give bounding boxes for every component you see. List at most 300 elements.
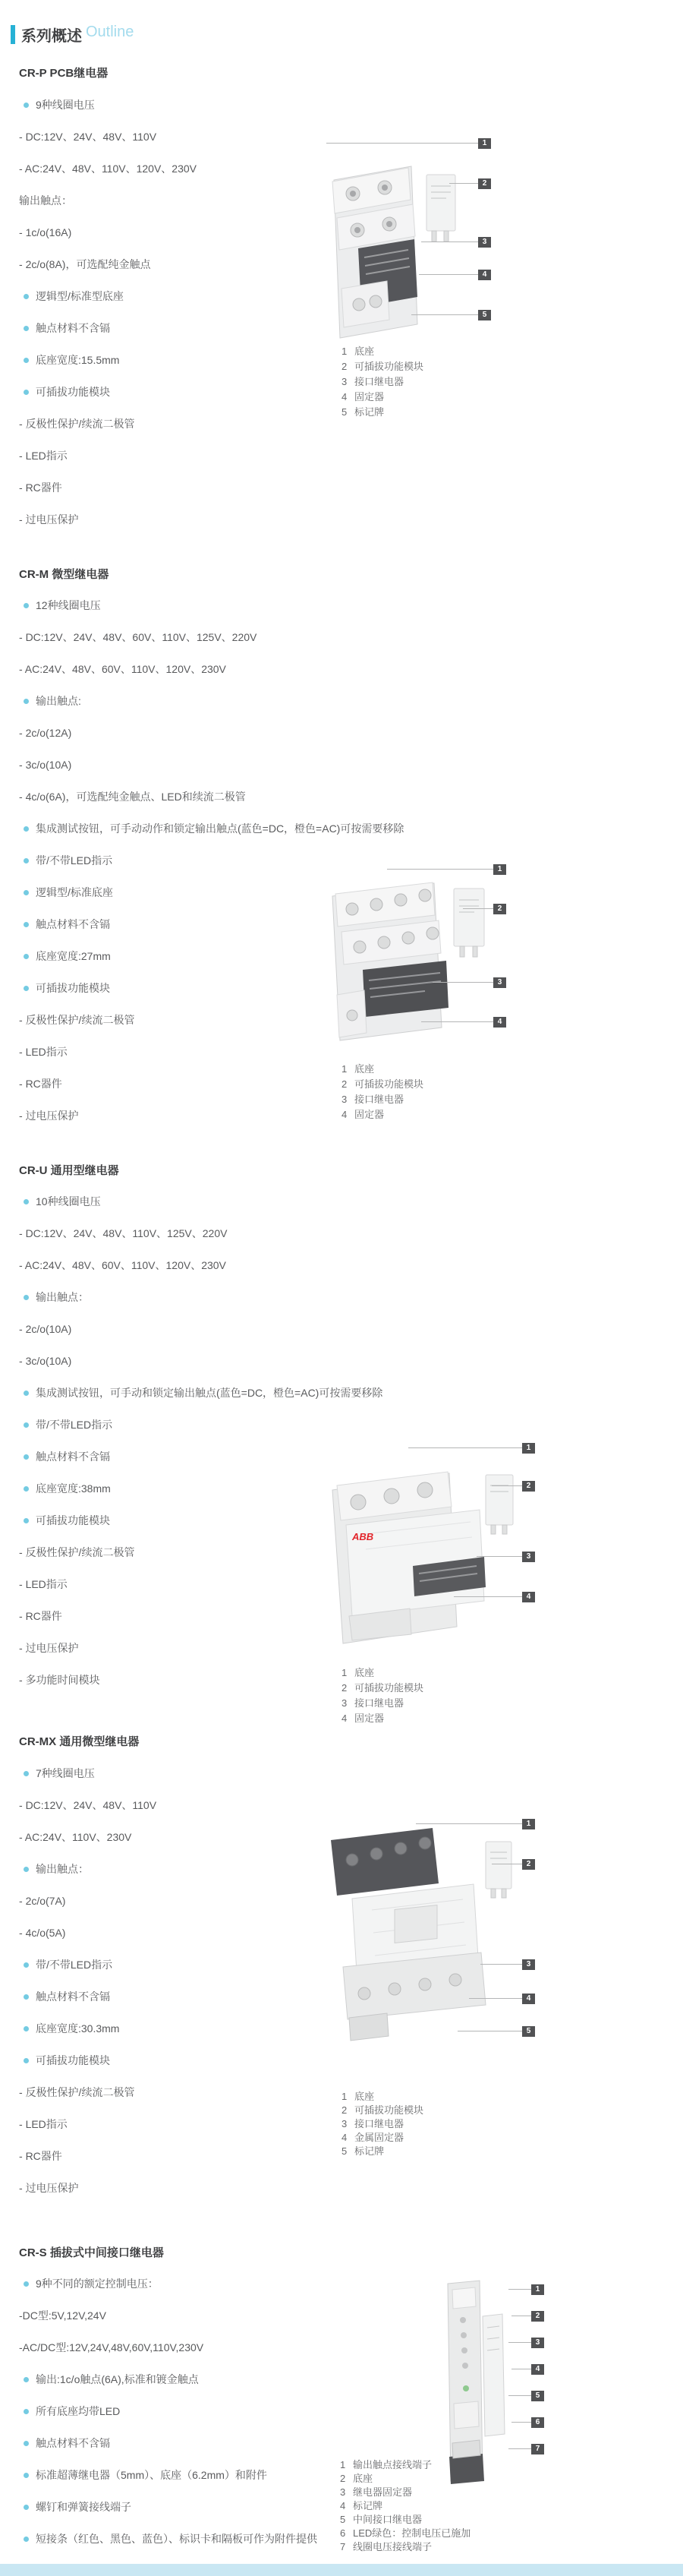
feature-item: - RC器件 — [19, 1078, 62, 1090]
legend-number: 3 — [340, 2486, 346, 2498]
callout-line — [508, 2289, 531, 2290]
legend-label: 标记牌 — [354, 406, 385, 418]
feature-item — [19, 1766, 95, 1781]
bullet-icon — [24, 826, 29, 832]
feature-item — [19, 2499, 131, 2514]
legend-item — [342, 1106, 384, 1121]
feature-text: 触点材料不含镉 — [36, 1451, 110, 1463]
bullet-icon — [24, 699, 29, 704]
callout-line — [463, 908, 493, 909]
feature-text: AC:24V、48V、60V、110V、120V、230V — [24, 663, 226, 675]
bullet-icon — [24, 2473, 29, 2478]
legend-label: 底座 — [354, 2091, 375, 2102]
callout-marker-1: 1 — [478, 138, 491, 149]
feature-item — [19, 693, 81, 709]
feature-text: 3c/o(10A) — [25, 759, 72, 771]
legend-item — [340, 2525, 471, 2540]
callout-line — [411, 314, 478, 315]
legend-item — [340, 2511, 422, 2526]
legend-label: 固定器 — [354, 1109, 385, 1120]
feature-item — [19, 949, 111, 964]
bullet-icon — [24, 2377, 29, 2382]
feature-text: 底座宽度:15.5mm — [36, 354, 120, 366]
legend-item — [342, 1680, 423, 1694]
legend-number: 3 — [342, 1094, 348, 1105]
feature-text: DC:12V、24V、48V、110V — [25, 131, 157, 143]
callout-marker-1: 1 — [522, 1443, 535, 1454]
feature-item — [19, 1861, 89, 1877]
feature-text: 集成测试按钮，可手动动作和锁定输出触点(蓝色=DC，橙色=AC)可按需要移除 — [36, 822, 404, 835]
bullet-icon — [24, 890, 29, 895]
feature-item: - RC器件 — [19, 1610, 62, 1622]
feature-text: 反极性保护/续流二极管 — [25, 2086, 135, 2098]
legend-number: 4 — [342, 391, 348, 402]
legend-label: 输出触点接线端子 — [353, 2459, 433, 2470]
feature-item: - RC器件 — [19, 2150, 62, 2162]
cr-m-product-image — [319, 854, 489, 1052]
feature-text: DC:12V、24V、48V、110V、125V、220V — [25, 1227, 228, 1239]
callout-marker-6: 6 — [531, 2417, 544, 2428]
callout-line — [416, 1823, 522, 1824]
feature-text: 9种不同的额定控制电压： — [36, 2278, 159, 2290]
legend-label: 标记牌 — [354, 2145, 385, 2157]
legend-label: 可插拔功能模块 — [354, 1682, 424, 1694]
feature-item: - 2c/o(8A)，可选配纯金触点 — [19, 258, 151, 270]
feature-item: - 反极性保护/续流二极管 — [19, 1546, 135, 1558]
bullet-icon — [24, 2441, 29, 2446]
feature-text: 过电压保护 — [25, 513, 79, 526]
feature-item — [19, 2404, 120, 2419]
legend-label: 标记牌 — [353, 2500, 383, 2511]
feature-item: - 反极性保护/续流二极管 — [19, 2086, 135, 2098]
legend-number: 5 — [342, 2145, 348, 2157]
section-title: CR-MX 通用微型继电器 — [19, 1735, 140, 1748]
feature-item: - LED指示 — [19, 2118, 68, 2130]
page-title-en: Outline — [86, 24, 134, 40]
feature-text: 多功能时间模块 — [25, 1674, 100, 1686]
feature-item: - 过电压保护 — [19, 1110, 79, 1122]
page-title: 系列概述 — [21, 28, 82, 45]
cr-p-figure — [311, 133, 505, 418]
feature-item — [19, 2308, 106, 2323]
bullet-icon — [24, 390, 29, 395]
legend-label: 底座 — [354, 1063, 375, 1075]
feature-text: 反极性保护/续流二极管 — [25, 418, 135, 430]
feature-text: 触点材料不含镉 — [36, 1990, 110, 2003]
feature-item — [19, 2372, 199, 2387]
legend-label: 固定器 — [354, 1713, 385, 1724]
legend-item — [342, 2088, 374, 2103]
legend-item — [342, 343, 374, 358]
callout-marker-2: 2 — [522, 1481, 535, 1492]
bullet-icon — [24, 1867, 29, 1872]
feature-item: - 过电压保护 — [19, 1642, 79, 1654]
callout-marker-4: 4 — [493, 1017, 506, 1028]
legend-number: 3 — [342, 376, 348, 387]
feature-item — [19, 2053, 110, 2068]
feature-text: 过电压保护 — [25, 2182, 79, 2194]
feature-item: - 过电压保护 — [19, 513, 79, 526]
callout-marker-3: 3 — [522, 1552, 535, 1562]
callout-marker-1: 1 — [531, 2284, 544, 2295]
legend-label: 可插拔功能模块 — [354, 1078, 424, 1090]
legend-label: 接口继电器 — [354, 376, 404, 387]
callout-line — [492, 1485, 522, 1486]
feature-item — [19, 885, 113, 900]
feature-text: 2c/o(7A) — [25, 1895, 66, 1907]
feature-item: - 反极性保护/续流二极管 — [19, 418, 135, 430]
feature-item: - AC:24V、110V、230V — [19, 1831, 132, 1843]
bullet-icon — [24, 326, 29, 331]
legend-item — [342, 389, 384, 403]
feature-item — [19, 384, 110, 399]
legend-label: 接口继电器 — [354, 2118, 404, 2129]
legend-number: 1 — [342, 1667, 348, 1678]
header-accent-bar — [11, 25, 15, 44]
bullet-icon — [24, 1391, 29, 1396]
feature-text: 输出触点： — [36, 1291, 89, 1303]
legend-number: 2 — [342, 361, 348, 372]
feature-item: - AC:24V、48V、60V、110V、120V、230V — [19, 663, 226, 675]
callout-line — [387, 869, 493, 870]
cr-mx-figure — [319, 1811, 535, 2164]
legend-label: 可插拔功能模块 — [354, 361, 424, 372]
feature-text: 4c/o(5A) — [25, 1927, 66, 1939]
feature-item: - LED指示 — [19, 1578, 68, 1590]
feature-item: - 2c/o(7A) — [19, 1895, 66, 1907]
legend-number: 3 — [342, 1697, 348, 1709]
bullet-icon — [24, 1422, 29, 1428]
feature-item — [19, 1290, 89, 1305]
bottom-divider-bar — [0, 2564, 683, 2576]
legend-label: LED绿色：控制电压已施加 — [353, 2527, 471, 2539]
feature-text: 带/不带LED指示 — [36, 1419, 113, 1431]
bullet-icon — [24, 922, 29, 927]
callout-marker-3: 3 — [478, 237, 491, 248]
feature-text: 输出:1c/o触点(6A),标准和镀金触点 — [36, 2373, 199, 2385]
feature-text: RC器件 — [25, 1610, 62, 1622]
feature-text: 带/不带LED指示 — [36, 1959, 113, 1971]
callout-line — [511, 2422, 531, 2423]
feature-item: - 4c/o(6A)，可选配纯金触点、LED和续流二极管 — [19, 791, 246, 803]
legend-number: 2 — [342, 2104, 348, 2116]
callout-marker-7: 7 — [531, 2444, 544, 2454]
callout-line — [326, 143, 478, 144]
feature-item: - DC:12V、24V、48V、110V — [19, 131, 157, 143]
feature-item: - 4c/o(5A) — [19, 1927, 66, 1939]
legend-label: 金属固定器 — [354, 2132, 404, 2143]
feature-item — [19, 289, 124, 304]
bullet-icon — [24, 954, 29, 959]
feature-text: 10种线圈电压 — [36, 1195, 101, 1208]
callout-marker-2: 2 — [531, 2311, 544, 2322]
legend-number: 3 — [342, 2118, 348, 2129]
feature-text: -AC/DC型:12V,24V,48V,60V,110V,230V — [19, 2341, 204, 2353]
cr-m-figure — [319, 854, 516, 1124]
feature-item — [19, 97, 95, 112]
callout-line — [508, 2342, 531, 2343]
callout-marker-5: 5 — [478, 310, 491, 320]
feature-text: 7种线圈电压 — [36, 1767, 95, 1779]
svg-text:ABB: ABB — [352, 1531, 374, 1542]
legend-item — [342, 374, 404, 388]
callout-line — [508, 2448, 531, 2449]
cr-mx-product-image — [319, 1811, 516, 2077]
feature-item — [19, 2021, 119, 2036]
legend-label: 底座 — [353, 2473, 373, 2484]
feature-text: 输出触点: — [36, 695, 81, 707]
callout-marker-2: 2 — [522, 1859, 535, 1870]
callout-marker-1: 1 — [522, 1819, 535, 1829]
feature-text: 可插拔功能模块 — [36, 1514, 110, 1526]
feature-item — [19, 2340, 203, 2355]
feature-item: - 3c/o(10A) — [19, 759, 72, 771]
feature-text: 输出触点： — [36, 1863, 89, 1875]
legend-item — [342, 1710, 384, 1725]
callout-marker-4: 4 — [531, 2364, 544, 2375]
feature-text: 3c/o(10A) — [25, 1355, 72, 1367]
feature-item: - DC:12V、24V、48V、60V、110V、125V、220V — [19, 631, 257, 643]
feature-text: 输出触点： — [19, 194, 72, 207]
section-title: CR-P PCB继电器 — [19, 67, 109, 80]
bullet-icon — [24, 1486, 29, 1492]
bullet-icon — [24, 1962, 29, 1968]
feature-item — [19, 352, 119, 368]
legend-item — [340, 2470, 373, 2485]
feature-text: 逻辑型/标准型底座 — [36, 290, 124, 302]
bullet-icon — [24, 2058, 29, 2063]
feature-item — [19, 1417, 112, 1432]
callout-line — [477, 1556, 522, 1557]
bullet-icon — [24, 103, 29, 108]
feature-text: 短接条（红色、黑色、蓝色）、标识卡和隔板可作为附件提供 — [36, 2533, 317, 2545]
feature-item: - LED指示 — [19, 1046, 68, 1058]
bullet-icon — [24, 2281, 29, 2287]
legend-item — [342, 2116, 404, 2130]
feature-text: 底座宽度:30.3mm — [36, 2022, 120, 2035]
legend-label: 接口继电器 — [354, 1094, 404, 1105]
legend-item — [342, 1695, 404, 1709]
feature-text: 触点材料不含镉 — [36, 2437, 110, 2449]
feature-text: 2c/o(8A)，可选配纯金触点 — [25, 258, 151, 270]
feature-item: - 反极性保护/续流二极管 — [19, 1014, 135, 1026]
feature-item — [19, 193, 72, 208]
callout-marker-4: 4 — [522, 1994, 535, 2004]
feature-text: 过电压保护 — [25, 1110, 79, 1122]
feature-item: - AC:24V、48V、60V、110V、120V、230V — [19, 1259, 226, 1271]
feature-item: - 过电压保护 — [19, 2182, 79, 2194]
legend-number: 2 — [340, 2473, 346, 2484]
feature-text: 螺钉和弹簧接线端子 — [36, 2501, 131, 2513]
feature-text: 标准超薄继电器（5mm）、底座（6.2mm）和附件 — [36, 2469, 267, 2481]
callout-line — [469, 1998, 522, 1999]
feature-text: 1c/o(16A) — [25, 226, 72, 238]
legend-item — [342, 404, 384, 418]
legend-number: 2 — [342, 1682, 348, 1694]
feature-text: 底座宽度:38mm — [36, 1482, 111, 1495]
legend-item — [340, 2539, 432, 2553]
feature-item — [19, 320, 110, 336]
feature-text: 触点材料不含镉 — [36, 322, 110, 334]
legend-number: 1 — [342, 2091, 348, 2102]
feature-item: - 3c/o(10A) — [19, 1355, 72, 1367]
feature-item: - RC器件 — [19, 481, 62, 494]
callout-marker-4: 4 — [522, 1592, 535, 1602]
legend-label: 线圈电压接线端子 — [353, 2541, 433, 2552]
feature-item — [19, 1481, 111, 1496]
callout-line — [433, 982, 493, 983]
bullet-icon — [24, 986, 29, 991]
legend-item — [342, 2129, 404, 2144]
legend-item — [342, 2143, 384, 2158]
callout-marker-1: 1 — [493, 864, 506, 875]
feature-text: RC器件 — [25, 481, 62, 494]
feature-text: 集成测试按钮，可手动和锁定输出触点(蓝色=DC，橙色=AC)可按需要移除 — [36, 1387, 383, 1399]
feature-item — [19, 853, 112, 868]
feature-text: LED指示 — [25, 1046, 68, 1058]
feature-text: 9种线圈电压 — [36, 99, 95, 111]
legend-number: 1 — [340, 2459, 346, 2470]
callout-marker-3: 3 — [522, 1959, 535, 1970]
feature-item — [19, 2436, 110, 2451]
feature-text: 2c/o(12A) — [25, 727, 72, 739]
legend-label: 固定器 — [354, 391, 385, 402]
callout-line — [421, 1021, 493, 1022]
feature-text: 可插拔功能模块 — [36, 386, 110, 398]
feature-text: 带/不带LED指示 — [36, 854, 113, 867]
callout-line — [419, 274, 478, 275]
feature-item: - 1c/o(16A) — [19, 226, 72, 238]
section-title: CR-S 插拔式中间接口继电器 — [19, 2246, 164, 2259]
legend-number: 2 — [342, 1078, 348, 1090]
feature-item — [19, 1194, 101, 1209]
bullet-icon — [24, 858, 29, 863]
feature-text: DC:12V、24V、48V、60V、110V、125V、220V — [25, 631, 257, 643]
feature-item: - 多功能时间模块 — [19, 1674, 100, 1686]
feature-item — [19, 917, 110, 932]
feature-text: DC:12V、24V、48V、110V — [25, 1799, 157, 1811]
feature-item: - DC:12V、24V、48V、110V、125V、220V — [19, 1227, 228, 1239]
feature-item — [19, 2276, 159, 2291]
legend-item — [342, 358, 423, 373]
feature-item: - 2c/o(10A) — [19, 1323, 72, 1335]
feature-text: LED指示 — [25, 450, 68, 462]
bullet-icon — [24, 1771, 29, 1776]
callout-line — [480, 1964, 522, 1965]
bullet-icon — [24, 1518, 29, 1523]
feature-text: 4c/o(6A)，可选配纯金触点、LED和续流二极管 — [25, 791, 246, 803]
feature-text: -DC型:5V,12V,24V — [19, 2309, 106, 2322]
legend-label: 可插拔功能模块 — [354, 2104, 424, 2116]
legend-item — [340, 2484, 412, 2499]
legend-label: 底座 — [354, 1667, 375, 1678]
legend-number: 5 — [340, 2514, 346, 2525]
legend-number: 5 — [342, 406, 348, 418]
feature-item — [19, 1385, 382, 1400]
callout-marker-3: 3 — [493, 977, 506, 988]
feature-text: 可插拔功能模块 — [36, 2054, 110, 2066]
bullet-icon — [24, 2537, 29, 2542]
feature-item — [19, 1957, 112, 1972]
callout-marker-4: 4 — [478, 270, 491, 280]
feature-item — [19, 1989, 110, 2004]
legend-label: 底座 — [354, 346, 375, 357]
bullet-icon — [24, 1199, 29, 1204]
callout-marker-2: 2 — [493, 904, 506, 914]
feature-item — [19, 1513, 110, 1528]
feature-item — [19, 2467, 267, 2483]
legend-label: 接口继电器 — [354, 1697, 404, 1709]
feature-item — [19, 2531, 317, 2546]
feature-text: 2c/o(10A) — [25, 1323, 72, 1335]
feature-item — [19, 598, 101, 613]
cr-u-figure — [319, 1435, 535, 1735]
feature-text: RC器件 — [25, 2150, 62, 2162]
legend-label: 继电器固定器 — [353, 2486, 413, 2498]
feature-item: - LED指示 — [19, 450, 68, 462]
feature-text: RC器件 — [25, 1078, 62, 1090]
bullet-icon — [24, 603, 29, 608]
bullet-icon — [24, 2026, 29, 2031]
feature-item: - AC:24V、48V、110V、120V、230V — [19, 163, 197, 175]
callout-marker-3: 3 — [531, 2338, 544, 2348]
feature-text: AC:24V、48V、60V、110V、120V、230V — [24, 1259, 226, 1271]
feature-text: LED指示 — [25, 2118, 68, 2130]
callout-line — [508, 2395, 531, 2396]
legend-label: 中间接口继电器 — [353, 2514, 423, 2525]
legend-item — [342, 1091, 404, 1106]
bullet-icon — [24, 2409, 29, 2414]
legend-number: 7 — [340, 2541, 346, 2552]
feature-text: AC:24V、110V、230V — [24, 1831, 132, 1843]
legend-number: 4 — [340, 2500, 346, 2511]
section-title: CR-U 通用型继电器 — [19, 1164, 119, 1177]
legend-item — [342, 1061, 374, 1075]
callout-line — [454, 1596, 522, 1597]
bullet-icon — [24, 358, 29, 363]
feature-text: 逻辑型/标准底座 — [36, 886, 113, 898]
legend-number: 1 — [342, 346, 348, 357]
bullet-icon — [24, 1454, 29, 1460]
callout-marker-2: 2 — [478, 178, 491, 189]
legend-number: 4 — [342, 1713, 348, 1724]
feature-text: LED指示 — [25, 1578, 68, 1590]
callout-line — [408, 1447, 522, 1448]
legend-item — [342, 2102, 423, 2117]
cr-p-product-image — [311, 133, 474, 342]
legend-item — [340, 2498, 382, 2512]
legend-item — [340, 2457, 432, 2471]
callout-marker-5: 5 — [522, 2026, 535, 2037]
feature-text: 所有底座均带LED — [36, 2405, 121, 2417]
feature-text: 可插拔功能模块 — [36, 982, 110, 994]
bullet-icon — [24, 1295, 29, 1300]
feature-text: 反极性保护/续流二极管 — [25, 1546, 135, 1558]
feature-text: 反极性保护/续流二极管 — [25, 1014, 135, 1026]
feature-text: 底座宽度:27mm — [36, 950, 111, 962]
bullet-icon — [24, 2505, 29, 2510]
feature-item: - 2c/o(12A) — [19, 727, 72, 739]
feature-item — [19, 980, 110, 996]
legend-number: 4 — [342, 1109, 348, 1120]
feature-item — [19, 821, 404, 836]
feature-text: 12种线圈电压 — [36, 599, 101, 611]
feature-text: 过电压保护 — [25, 1642, 79, 1654]
cr-u-product-image — [319, 1435, 516, 1659]
legend-number: 6 — [340, 2527, 346, 2539]
legend-item — [342, 1665, 374, 1679]
legend-item — [342, 1076, 423, 1091]
